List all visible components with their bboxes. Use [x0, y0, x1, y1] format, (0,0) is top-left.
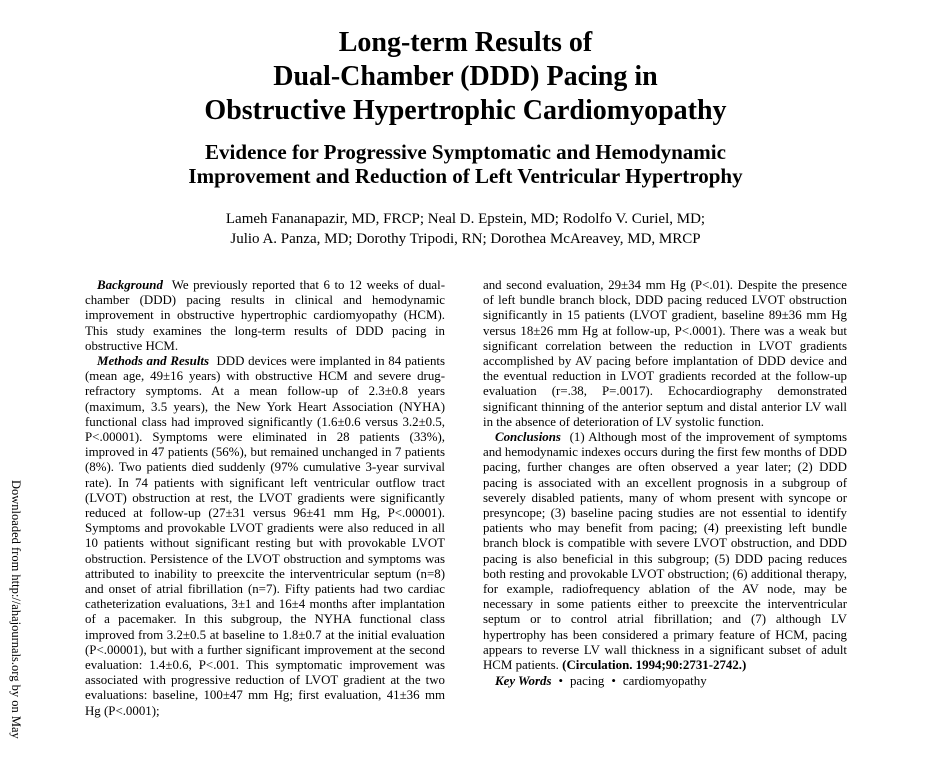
subtitle-line: Evidence for Progressive Symptomatic and Hemodynamic	[205, 140, 726, 164]
keyword-item: cardiomyopathy	[622, 674, 707, 689]
abstract-column-right	[483, 278, 847, 689]
author-list	[0, 209, 931, 249]
conclusions-text: (1) Although most of the improvement of symptoms and hemodynamic indexes occurs during the first few months of DDD pacing, further changes are often observed a year later; (2) DDD pacing is associated with an excellent prognosis in a subgroup of severely disabled patients, many of whom present with syncope or presyncope; (3) baseline pacing studies are not essential to identify patients who may benefit from pacing; (4) preexisting left bundle branch block is compatible with severe LVOT obstruction, and DDD pacing is also beneficial in this subgroup; (5) DDD pacing reduces both resting and provokable LVOT obstruction; (6) additional therapy, for example, radiofrequency ablation of the AV node, may be necessary in some patients either to preexcite the interventricular septum or to control atrial fibrillation; and (7) although LV hypertrophy has been considered a primary feature of HCM, pacing appears to reverse LV wall thickness in a significant subset of adult HCM patients.	[483, 430, 847, 673]
conclusions-paragraph	[483, 430, 847, 673]
author-line: Lameh Fananapazir, MD, FRCP; Neal D. Epstein, MD; Rodolfo V. Curiel, MD;	[225, 211, 706, 227]
keywords-row	[483, 674, 847, 689]
title-line: Dual-Chamber (DDD) Pacing in	[273, 61, 658, 92]
methods-paragraph	[85, 354, 445, 719]
conclusions-heading: Conclusions	[495, 430, 561, 445]
methods-heading: Methods and Results	[97, 354, 210, 369]
methods-paragraph-continued	[483, 278, 847, 430]
abstract-column-left	[85, 278, 445, 719]
author-line: Julio A. Panza, MD; Dorothy Tripodi, RN; Dorothea McAreavey, MD, MRCP	[230, 231, 701, 247]
download-watermark: Downloaded from http://ahajournals.org by on May	[9, 480, 23, 739]
methods-text-part2: and second evaluation, 29±34 mm Hg (P<.01). Despite the presence of left bundle branch block, DDD pacing reduced LVOT obstruction significantly in 15 patients (LVOT gradient, baseline 89±36 mm Hg versus 18±26 mm Hg at follow-up, P<.0001). There was a weak but significant correlation between the reduction in LVOT gradients accomplished by AV pacing before implantation of DDD device and the eventual reduction in LVOT gradients recorded at the follow-up evaluation (r=.38, P=.0017). Echocardiography demonstrated significant thinning of the anterior septum and distal anterior LV wall in the absence of deterioration of LV systolic function.	[483, 278, 847, 429]
citation: (Circulation. 1994;90:2731-2742.)	[562, 658, 747, 673]
keyword-separator: •	[611, 674, 616, 689]
background-text: We previously reported that 6 to 12 weeks of dual-chamber (DDD) pacing results in clinical and hemodynamic improvement in obstructive hypertrophic cardiomyopathy (HCM). This study examines the long-term results of DDD pacing in obstructive HCM.	[85, 278, 445, 353]
background-heading: Background	[97, 278, 163, 292]
keyword-item: pacing	[569, 674, 605, 689]
title-line: Obstructive Hypertrophic Cardiomyopathy	[204, 95, 727, 126]
methods-text-part1: DDD devices were implanted in 84 patients (mean age, 49±16 years) with obstructive HCM and severe drug-refractory symptoms. At a mean follow-up of 2.3±0.8 years (maximum, 3.5 years), the New York Heart Association (NYHA) functional class had improved significantly (1.6±0.6 versus 3.2±0.5, P<.00001). Symptoms were eliminated in 28 patients (33%), improved in 47 patients (56%), but remained unchanged in 7 patients (8%). Two patients died suddenly (97% cumulative 3-year survival rate). In 74 patients with significant left ventricular outflow tract (LVOT) obstruction at rest, the LVOT gradients were significantly reduced at follow-up (27±31 versus 96±41 mm Hg, P<.00001). Symptoms and provokable LVOT gradients were also reduced in all 10 patients without significant resting but with provokable LVOT obstruction. Persistence of the LVOT obstruction and symptoms was attributed to inability to preexcite the interventricular septum (n=8) and onset of atrial fibrillation (n=7). Fifty patients had two cardiac catheterization evaluations, 3±1 and 16±4 months after implantation of a pacemaker. In this subgroup, the NYHA functional class improved from 3.2±0.5 at baseline to 1.8±0.7 at the initial evaluation (P<.00001), but with a further significant improvement at the second evaluation: 1.4±0.6, P<.001. This symptomatic improvement was associated with progressive reduction of LVOT gradient at the two evaluations: baseline, 100±47 mm Hg; first evaluation, 41±36 mm Hg (P<.0001);	[85, 354, 445, 718]
background-paragraph	[85, 278, 445, 354]
article-title	[0, 26, 931, 128]
keywords-label: Key Words	[495, 674, 552, 689]
keyword-separator: •	[558, 674, 563, 689]
subtitle-line: Improvement and Reduction of Left Ventricular Hypertrophy	[188, 164, 743, 188]
title-line: Long-term Results of	[338, 27, 593, 58]
article-subtitle	[0, 140, 931, 188]
